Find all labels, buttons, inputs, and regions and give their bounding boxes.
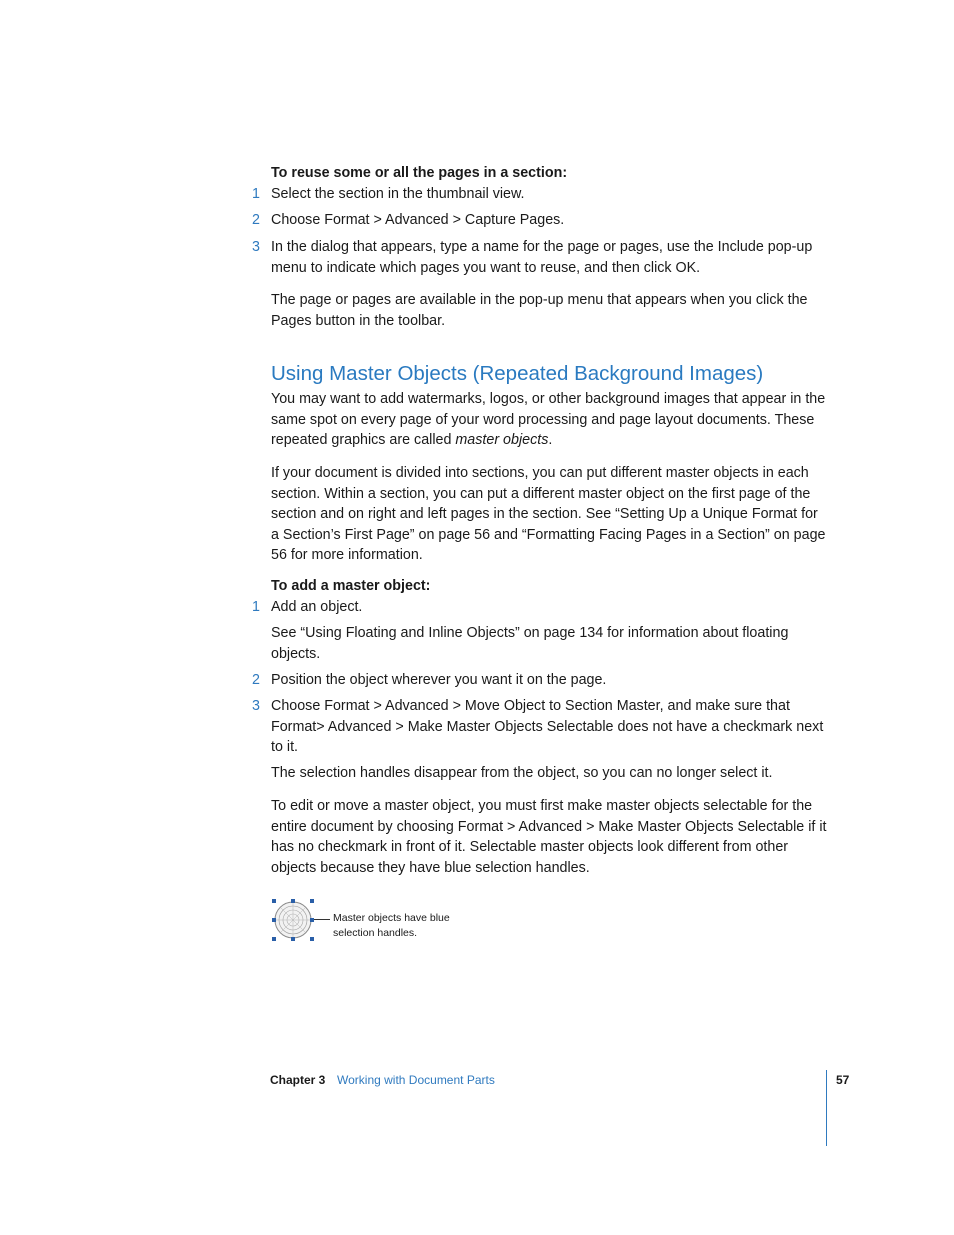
step-number: 1 xyxy=(252,186,260,202)
paragraph-text: You may want to add watermarks, logos, or other background images that appear in the same spot on every page of your word processing and page layout documents. These repeated graphics are called xyxy=(271,391,826,448)
step-text: Select the section in the thumbnail view. xyxy=(271,186,525,202)
step-text: In the dialog that appears, type a name for the page or pages, use the Include pop-up menu to indicate which pages you want to reuse, and then click OK. xyxy=(271,239,813,276)
task-heading-reuse: To reuse some or all the pages in a section: xyxy=(271,165,568,181)
body-paragraph: The page or pages are available in the pop-up menu that appears when you click the Pages button in the toolbar. xyxy=(271,292,808,329)
step-number: 2 xyxy=(252,212,260,228)
circular-pattern-icon xyxy=(275,902,311,938)
step-note: See “Using Floating and Inline Objects” on page 134 for information about floating objects. xyxy=(271,625,789,662)
step-number: 2 xyxy=(252,672,260,688)
step-text: Choose Format > Advanced > Capture Pages. xyxy=(271,212,565,228)
paragraph-end: . xyxy=(548,432,553,448)
body-paragraph: To edit or move a master object, you must first make master objects selectable for the entire document by choosing Format > Advanced > Make Master Objects Selectable if it has no checkmark in front of it. Selectable master objects look different from other objects because they have blue selection handles. xyxy=(271,798,827,876)
italic-term: master objects xyxy=(455,432,549,448)
step-text: Add an object. xyxy=(271,599,363,615)
step-number: 1 xyxy=(252,599,260,615)
step-note: The selection handles disappear from the object, so you can no longer select it. xyxy=(271,765,773,781)
section-heading: Using Master Objects (Repeated Background Images) xyxy=(271,362,764,385)
body-paragraph: If your document is divided into sections, you can put different master objects in each section. Within a section, you can put a different master object on the first page of the section and on right and left pages in the section. See “Setting Up a Unique Format for a Section’s First Page” on page 56 and “Formatting Facing Pages in a Section” on page 56 for more information. xyxy=(271,465,826,563)
step-text: Position the object wherever you want it on the page. xyxy=(271,672,607,688)
figure-caption: Master objects have blue selection handles. xyxy=(333,912,450,939)
step-number: 3 xyxy=(252,698,260,714)
master-object-figure xyxy=(270,897,320,943)
footer-chapter-title: Working with Document Parts xyxy=(337,1073,495,1087)
task-heading-add: To add a master object: xyxy=(271,578,431,594)
step-number: 3 xyxy=(252,239,260,255)
caption-leader-line xyxy=(314,919,330,920)
step-text: Choose Format > Advanced > Move Object to Section Master, and make sure that Format> Advanced > Make Master Objects Selectable does not have a checkmark next to it. xyxy=(271,698,824,755)
footer-divider xyxy=(826,1070,827,1146)
body-paragraph xyxy=(271,389,827,451)
footer-chapter-label: Chapter 3 xyxy=(270,1073,326,1087)
page-number: 57 xyxy=(836,1073,850,1087)
